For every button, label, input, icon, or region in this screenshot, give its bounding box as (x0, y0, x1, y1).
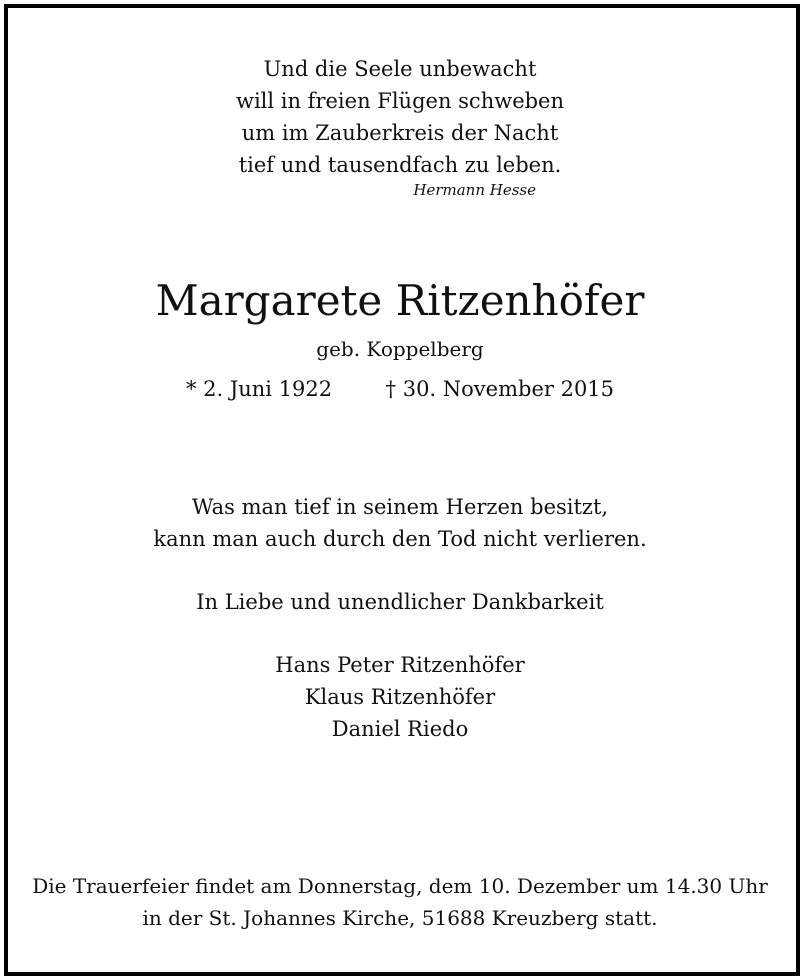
life-dates (0, 377, 800, 401)
funeral-line-2: in der St. Johannes Kirche, 51688 Kreuzberg statt. (142, 906, 658, 930)
poem-line-3: um im Zauberkreis der Nacht (241, 121, 559, 145)
poem-author: Hermann Hesse (413, 181, 536, 199)
mourner-2: Klaus Ritzenhöfer (304, 685, 496, 709)
poem-line-2: will in freien Flügen schweben (235, 89, 565, 113)
maiden-name: geb. Koppelberg (316, 337, 484, 361)
funeral-line-1: Die Trauerfeier findet am Donnerstag, dem 10. Dezember um 14.30 Uhr (32, 874, 768, 898)
deceased-name: Margarete Ritzenhöfer (155, 276, 645, 325)
dedication: In Liebe und unendlicher Dankbarkeit (196, 590, 604, 614)
mourner-1: Hans Peter Ritzenhöfer (275, 653, 525, 677)
quote-line-1: Was man tief in seinem Herzen besitzt, (191, 495, 609, 519)
poem-line-1: Und die Seele unbewacht (263, 57, 537, 81)
quote-line-2: kann man auch durch den Tod nicht verlieren. (153, 527, 647, 551)
death-date: † 30. November 2015 (385, 377, 615, 401)
mourner-3: Daniel Riedo (331, 717, 469, 741)
birth-date: * 2. Juni 1922 (185, 377, 333, 401)
poem-line-4: tief und tausendfach zu leben. (238, 153, 562, 177)
